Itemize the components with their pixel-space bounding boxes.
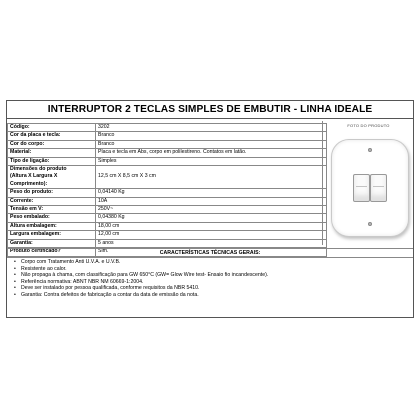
spec-value: Branco: [96, 132, 327, 140]
spec-label: Produto certificado?: [8, 248, 96, 256]
spec-value: 250V~: [96, 206, 327, 214]
product-spec-sheet: [6, 100, 414, 318]
spec-row: [8, 157, 327, 165]
spec-row: [8, 149, 327, 157]
spec-label: Tipo de ligação:: [8, 157, 96, 165]
spec-label: Largura embalagem:: [8, 231, 96, 239]
spec-value: Placa e tecla em Abs, corpo em polilestireno. Contatos em latão.: [96, 149, 327, 157]
spec-row: [8, 189, 327, 197]
spec-label: Peso do produto:: [8, 189, 96, 197]
list-item: • Deve ser instalado por pessoa qualificada, conforme requisitos da NBR 5410.: [21, 285, 413, 292]
spec-label: Código:: [8, 124, 96, 132]
spec-label: Peso embalado:: [8, 214, 96, 222]
spec-value: 10A: [96, 197, 327, 205]
spec-value: 3202: [96, 124, 327, 132]
spec-value: Simples: [96, 157, 327, 165]
spec-row: [8, 140, 327, 148]
technical-list: [7, 259, 413, 298]
spec-row: [8, 239, 327, 247]
spec-value: 0,04380 Kg: [96, 214, 327, 222]
spec-row: [8, 206, 327, 214]
spec-value: 12,00 cm: [96, 231, 327, 239]
spec-label: Corrente:: [8, 197, 96, 205]
spec-row: [8, 166, 327, 189]
spec-value: Branco: [96, 140, 327, 148]
spec-label: Tensão em V:: [8, 206, 96, 214]
switch-plate-image: [331, 139, 409, 237]
spec-row: [8, 132, 327, 140]
spec-label: Garantia:: [8, 239, 96, 247]
spec-label: Altura embalagem:: [8, 222, 96, 230]
spec-row: [8, 222, 327, 230]
product-photo-panel: [322, 121, 414, 245]
technical-section: [7, 248, 413, 318]
spec-label: Material:: [8, 149, 96, 157]
spec-value: 5 anos: [96, 239, 327, 247]
spec-label: Cor da placa e tecla:: [8, 132, 96, 140]
product-title: INTERRUPTOR 2 TECLAS SIMPLES DE EMBUTIR - LINHA IDEALE: [7, 101, 413, 119]
list-item: • Referência normativa: ABNT NBR NM 60669-1:2004.: [21, 279, 413, 286]
spec-value: 18,00 cm: [96, 222, 327, 230]
left-rocker-key: [353, 174, 370, 202]
spec-row: [8, 197, 327, 205]
spec-label: Cor do corpo:: [8, 140, 96, 148]
list-item: • Garantia: Contra defeitos de fabricação a contar da data de emissão da nota.: [21, 292, 413, 299]
spec-label: Dimensões do produto (Altura X Largura X Comprimento):: [8, 166, 96, 189]
list-item: • Corpo com Tratamento Anti U.V.A. e U.V.B.: [21, 259, 413, 266]
bottom-screw-icon: [368, 222, 372, 226]
spec-row: [8, 124, 327, 132]
spec-row: [8, 214, 327, 222]
list-item: • Resistente ao calor.: [21, 266, 413, 273]
specs-table: [7, 123, 327, 257]
spec-value: 0,04140 Kg: [96, 189, 327, 197]
list-item: • Não propaga à chama, com classificação para GW 650°C (GW= Glow Wire test- Ensaio fio incandescente).: [21, 272, 413, 279]
photo-label: FOTO DO PRODUTO: [347, 123, 390, 128]
top-screw-icon: [368, 148, 372, 152]
right-rocker-key: [370, 174, 387, 202]
spec-row: [8, 231, 327, 239]
technical-title: CARACTERÍSTICAS TÉCNICAS GERAIS:: [7, 249, 413, 258]
spec-value: Sim.: [96, 248, 327, 256]
spec-value: 12,5 cm X 8,5 cm X 3 cm: [96, 166, 327, 189]
